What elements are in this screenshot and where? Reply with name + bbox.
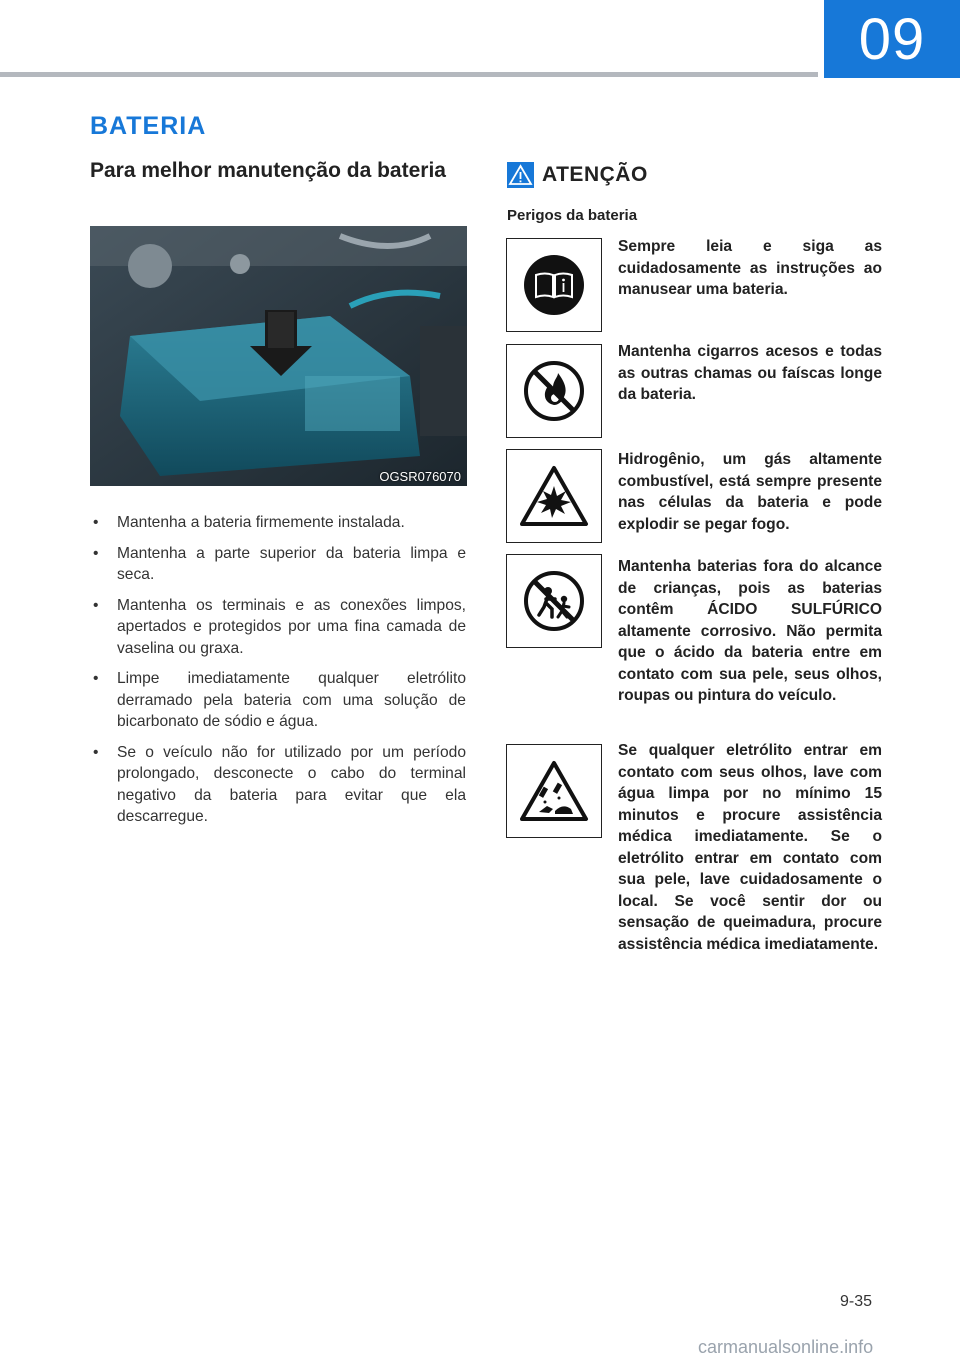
subsection-title: Para melhor manutenção da bateria: [90, 159, 446, 182]
page-number: 9-35: [840, 1293, 873, 1310]
section-title: BATERIA: [90, 112, 207, 140]
header-rule: [0, 72, 818, 77]
hazard-icon-box: [506, 238, 602, 332]
hazard-icon-box: [506, 744, 602, 838]
corrosive-hazard-icon: [519, 759, 589, 823]
list-item: • Se o veículo não for utilizado por um período prolongado, desconecte o cabo do terminal negativo da bateria para evitar que ela descarregue.: [90, 742, 466, 828]
warning-title: ATENÇÃO: [542, 163, 648, 186]
maintenance-list: [90, 512, 466, 837]
photo-code: OGSR076070: [379, 469, 461, 484]
no-flames-icon: [522, 359, 586, 423]
warning-triangle-icon: [507, 162, 534, 188]
list-item: • Mantenha a bateria firmemente instalada.: [90, 512, 466, 534]
list-item: • Mantenha os terminais e as conexões limpos, apertados e protegidos por uma fina camada de vaselina ou graxa.: [90, 595, 466, 660]
list-item: • Limpe imediatamente qualquer eletrólito derramado pela bateria com uma solução de bicarbonato de sódio e água.: [90, 668, 466, 733]
battery-photo: [90, 226, 467, 486]
hazard-icon-box: [506, 449, 602, 543]
read-manual-icon: [522, 253, 586, 317]
hazard-text: Mantenha baterias fora do alcance de crianças, pois as baterias contêm ÁCIDO SULFÚRICO altamente corrosivo. Não permita que o ácido da bateria entre em contato com sua pele, seus olhos, roupas ou pintura do veículo.: [618, 558, 882, 704]
keep-away-children-icon: [522, 569, 586, 633]
chapter-tab: 09: [824, 0, 960, 78]
hazard-icon-box: [506, 554, 602, 648]
hazard-text: Sempre leia e siga as cuidadosamente as instruções ao manusear uma bateria.: [618, 238, 882, 298]
list-item: • Mantenha a parte superior da bateria limpa e seca.: [90, 543, 466, 586]
warning-header: [507, 162, 648, 188]
watermark: carmanualsonline.info: [698, 1337, 874, 1357]
hazards-heading: Perigos da bateria: [507, 207, 638, 224]
hazard-text: Se qualquer eletrólito entrar em contato com seus olhos, lave com água limpa por no mínimo 15 minutos e procure assistência médica imediatamente. Se o eletrólito entrar em contato com sua pele, lave cuidadosamente o local. Se você sentir dor ou sensação de queimadura, procure assistência médica imediatamente.: [618, 742, 882, 953]
explosion-hazard-icon: [519, 464, 589, 528]
hazard-text: Mantenha cigarros acesos e todas as outras chamas ou faíscas longe da bateria.: [618, 343, 882, 403]
hazard-text: Hidrogênio, um gás altamente combustível, está sempre presente nas células da bateria e pode explodir se pegar fogo.: [618, 451, 882, 533]
hazard-icon-box: [506, 344, 602, 438]
